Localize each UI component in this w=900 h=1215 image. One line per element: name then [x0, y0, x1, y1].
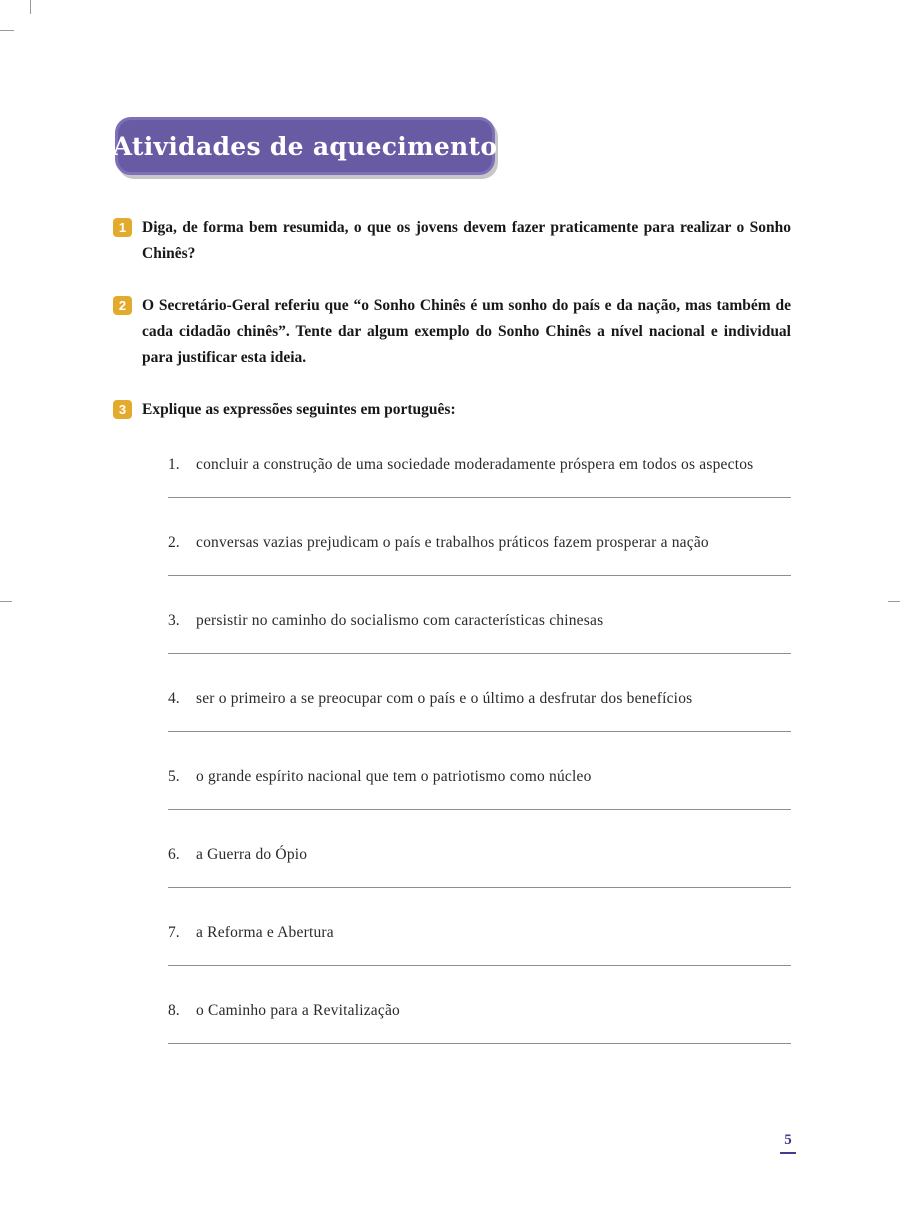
content-column: [113, 215, 791, 1077]
expression-text: o Caminho para a Revitalização: [196, 1002, 400, 1019]
expression-number: 1.: [168, 456, 180, 473]
expression-number: 4.: [168, 690, 180, 707]
question-text: Explique as expressões seguintes em português:: [142, 401, 456, 418]
title-banner: [112, 117, 498, 175]
expression-number: 5.: [168, 768, 180, 785]
expression-list: [168, 453, 791, 1044]
expression-number: 7.: [168, 924, 180, 941]
expression-item-4: [168, 687, 791, 732]
answer-line: [168, 731, 791, 732]
expression-item-5: [168, 765, 791, 810]
expression-number: 8.: [168, 1002, 180, 1019]
expression-item-3: [168, 609, 791, 654]
crop-mark-left-middle: [0, 601, 12, 602]
question-text: Diga, de forma bem resumida, o que os jovens devem fazer praticamente para realizar o Sonho Chinês?: [142, 219, 791, 262]
expression-number: 3.: [168, 612, 180, 629]
question-number-badge: 1: [113, 218, 132, 237]
answer-line: [168, 965, 791, 966]
answer-line: [168, 887, 791, 888]
expression-text: conversas vazias prejudicam o país e trabalhos práticos fazem prosperar a nação: [196, 534, 709, 551]
answer-line: [168, 809, 791, 810]
expression-item-1: [168, 453, 791, 498]
expression-text: ser o primeiro a se preocupar com o país e o último a desfrutar dos benefícios: [196, 690, 693, 707]
crop-mark-top-left-horizontal: [0, 30, 14, 31]
expression-text: o grande espírito nacional que tem o patriotismo como núcleo: [196, 768, 592, 785]
question-number-badge: 3: [113, 400, 132, 419]
answer-line: [168, 653, 791, 654]
expression-text: persistir no caminho do socialismo com características chinesas: [196, 612, 604, 629]
answer-line: [168, 497, 791, 498]
expression-item-7: [168, 921, 791, 966]
expression-text: a Reforma e Abertura: [196, 924, 334, 941]
answer-line: [168, 575, 791, 576]
expression-number: 2.: [168, 534, 180, 551]
question-item-2: [113, 293, 791, 371]
question-item-1: [113, 215, 791, 267]
answer-line: [168, 1043, 791, 1044]
expression-item-2: [168, 531, 791, 576]
expression-item-6: [168, 843, 791, 888]
crop-mark-right-middle: [888, 601, 900, 602]
expression-number: 6.: [168, 846, 180, 863]
section-title: Atividades de aquecimento: [112, 131, 498, 161]
question-text: O Secretário-Geral referiu que “o Sonho Chinês é um sonho do país e da nação, mas também de cada cidadão chinês”. Tente dar algum exemplo do Sonho Chinês a nível nacional e individual para justificar esta ideia.: [142, 297, 791, 366]
expression-text: a Guerra do Ópio: [196, 846, 308, 863]
expression-item-8: [168, 999, 791, 1044]
question-number-badge: 2: [113, 296, 132, 315]
crop-mark-top-left-vertical: [30, 0, 31, 14]
question-item-3: [113, 397, 791, 423]
expression-text: concluir a construção de uma sociedade moderadamente próspera em todos os aspectos: [196, 456, 754, 473]
page-number: 5: [780, 1132, 796, 1154]
